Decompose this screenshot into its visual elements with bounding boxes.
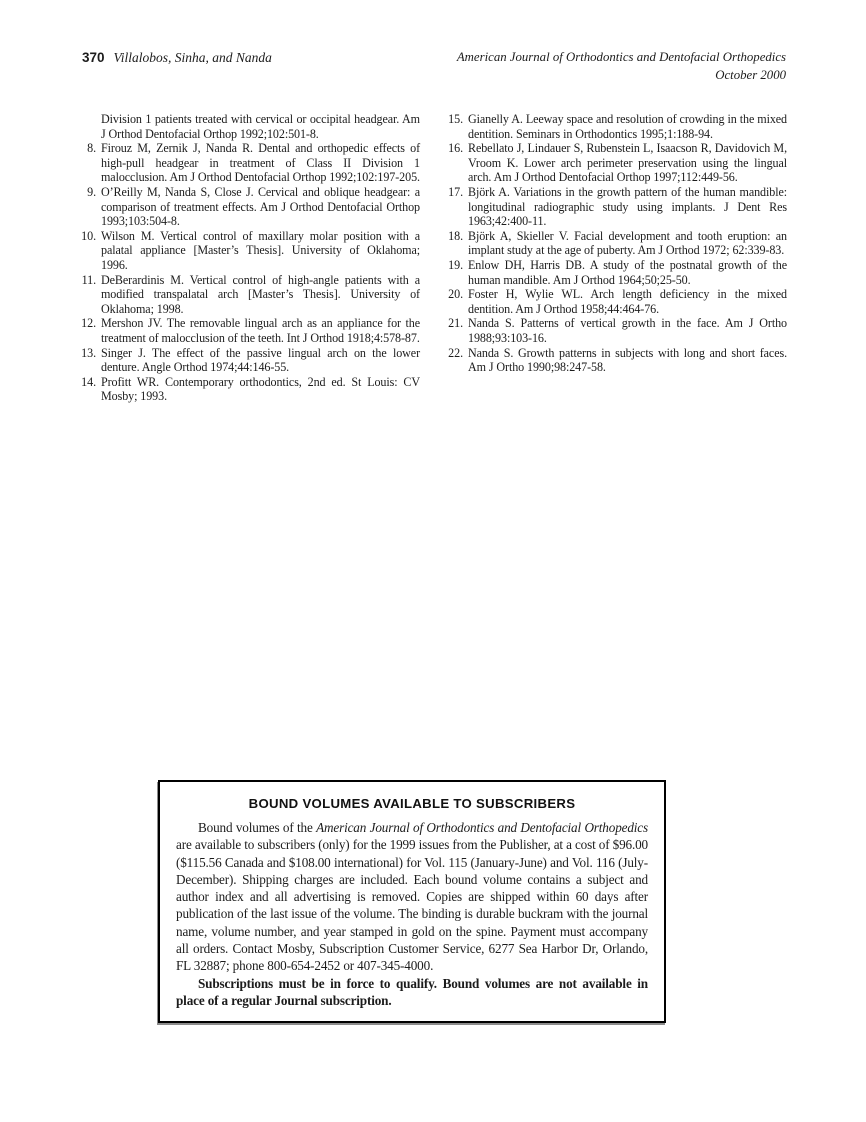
- reference-item: [447, 316, 787, 345]
- reference-number: 19.: [448, 257, 463, 272]
- reference-item: [80, 316, 420, 345]
- reference-item: [447, 258, 787, 287]
- reference-number: 17.: [448, 184, 463, 199]
- references-section: [80, 112, 788, 404]
- bound-volumes-notice-box: [158, 780, 666, 1023]
- reference-item: [447, 287, 787, 316]
- running-head: [82, 49, 786, 84]
- reference-item: [80, 346, 420, 375]
- reference-text: Division 1 patients treated with cervical or occipital headgear. Am J Orthod Dentofacial Orthop 1992;102:501-8.: [101, 112, 420, 141]
- references-column-right: [447, 112, 787, 404]
- reference-item: [447, 141, 787, 185]
- notice-title: BOUND VOLUMES AVAILABLE TO SUBSCRIBERS: [248, 796, 576, 811]
- reference-item: [80, 141, 420, 185]
- reference-number: 22.: [448, 345, 463, 360]
- reference-item: [447, 229, 787, 258]
- reference-number: 10.: [81, 228, 96, 243]
- reference-number: 11.: [81, 272, 96, 287]
- reference-text: Björk A. Variations in the growth pattern of the human mandible: longitudinal radiographic study using implants. J Dent Res 1963;42:400-11.: [468, 184, 787, 229]
- reference-item: [447, 185, 787, 229]
- reference-number: 12.: [81, 316, 96, 331]
- issue-date: October 2000: [715, 67, 786, 82]
- notice-body: [176, 819, 648, 975]
- running-authors: Villalobos, Sinha, and Nanda: [113, 50, 272, 65]
- reference-text: Firouz M, Zernik J, Nanda R. Dental and orthopedic effects of high-pull headgear in treatment of Class II Division 1 malocclusion. Am J Orthod Dentofacial Orthop 1992;102:197-205.: [101, 141, 420, 185]
- reference-text: Enlow DH, Harris DB. A study of the postnatal growth of the human mandible. Am J Orthod 1964;50;25-50.: [468, 257, 787, 287]
- notice-journal-name-italic: American Journal of Orthodontics and Dentofacial Orthopedics: [316, 820, 648, 835]
- reference-item: [447, 346, 787, 375]
- reference-number: 14.: [81, 374, 96, 389]
- reference-item: [80, 229, 420, 273]
- reference-text: Foster H, Wylie WL. Arch length deficiency in the mixed dentition. Am J Orthod 1958;44:464-76.: [468, 287, 787, 316]
- reference-item: [80, 273, 420, 317]
- reference-item: [80, 112, 420, 141]
- reference-text: Gianelly A. Leeway space and resolution of crowding in the mixed dentition. Seminars in Orthodontics 1995;1:188-94.: [468, 112, 787, 141]
- reference-text: Nanda S. Patterns of vertical growth in the face. Am J Ortho 1988;93:103-16.: [468, 316, 787, 345]
- reference-item: [80, 375, 420, 404]
- reference-text: Nanda S. Growth patterns in subjects with long and short faces. Am J Ortho 1990;98:247-58.: [468, 345, 787, 375]
- reference-text: Mershon JV. The removable lingual arch as an appliance for the treatment of malocclusion of the teeth. Int J Orthod 1918;4:578-87.: [101, 316, 420, 345]
- notice-body-start: Bound volumes of the: [198, 820, 317, 835]
- running-head-right: [457, 49, 786, 84]
- reference-number: 13.: [81, 345, 96, 360]
- reference-number: [80, 112, 101, 141]
- references-column-left: [80, 112, 420, 404]
- reference-text: O’Reilly M, Nanda S, Close J. Cervical and oblique headgear: a comparison of treatment effects. Am J Orthod Dentofacial Orthop 1993;103:504-8.: [101, 184, 420, 229]
- reference-number: 15.: [448, 112, 463, 126]
- running-head-left: [82, 49, 272, 67]
- reference-text: Rebellato J, Lindauer S, Rubenstein L, Isaacson R, Davidovich M, Vroom K. Lower arch perimeter preservation using the lingual arch. Am J Orthod Dentofacial Orthop 1997;112:449-56.: [468, 141, 787, 185]
- reference-text: DeBerardinis M. Vertical control of high-angle patients with a modified transpalatal arch [Master’s Thesis]. University of Oklahoma; 1998.: [101, 272, 420, 316]
- reference-text: Singer J. The effect of the passive lingual arch on the lower denture. Angle Orthod 1974;44:146-55.: [101, 345, 420, 375]
- reference-number: 20.: [448, 287, 463, 302]
- reference-number: 8.: [87, 141, 96, 156]
- reference-number: 21.: [448, 316, 463, 331]
- reference-text: Björk A, Skieller V. Facial development and tooth eruption: an implant study at the age of puberty. Am J Orthod 1972; 62:339-83.: [468, 228, 787, 258]
- reference-text: Wilson M. Vertical control of maxillary molar position with a palatal appliance [Master’s Thesis]. University of Oklahoma; 1996.: [101, 228, 420, 272]
- reference-item: [80, 185, 420, 229]
- notice-bold-note: Subscriptions must be in force to qualify. Bound volumes are not available in place of a regular Journal subscription.: [176, 975, 648, 1008]
- reference-text: Profitt WR. Contemporary orthodontics, 2nd ed. St Louis: CV Mosby; 1993.: [101, 374, 420, 404]
- reference-item: [447, 112, 787, 141]
- notice-body-rest: are available to subscribers (only) for the 1999 issues from the Publisher, at a cost of $96.00 ($115.56 Canada and $108.00 international) for Vol. 115 (January-June) and Vol. 116 (July-December). Shipping charges are included. Each bound volume contains a subject and author index and all advertising is removed. Copies are shipped within 60 days after publication of the last issue of the volume. The binding is durable buckram with the journal name, volume number, and year stamped in gold on the spine. Payment must accompany all orders. Contact Mosby, Subscription Customer Service, 6277 Sea Harbor Dr, Orlando, FL 32887; phone 800-654-2452 or 407-345-4000.: [176, 837, 648, 974]
- reference-number: 18.: [448, 228, 463, 243]
- reference-number: 16.: [448, 141, 463, 156]
- page-number: 370: [82, 50, 105, 65]
- journal-name: American Journal of Orthodontics and Dentofacial Orthopedics: [456, 50, 786, 64]
- reference-number: 9.: [87, 184, 96, 199]
